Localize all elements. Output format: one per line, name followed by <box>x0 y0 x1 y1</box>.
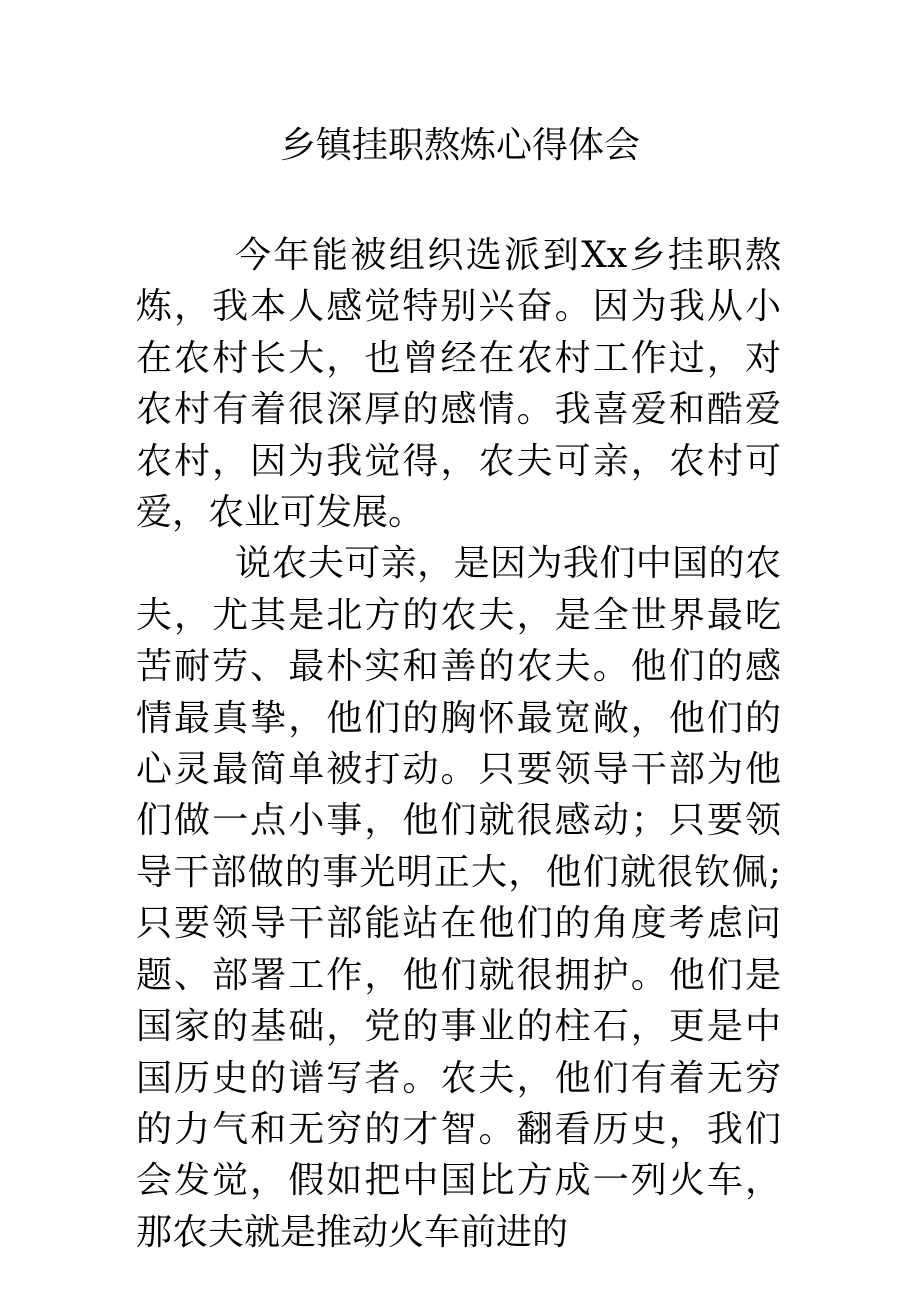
document-body <box>136 230 781 1258</box>
document-title: 乡镇挂职熬炼心得体会 <box>279 125 640 166</box>
paragraph-1: 今年能被组织选派到Xx乡挂职熬炼，我本人感觉特别兴奋。因为我从小在农村长大，也曾经在农村工作过，对农村有着很深厚的感情。我喜爱和酷爱农村，因为我觉得，农夫可亲，农村可爱，农业可发展。 <box>136 235 781 534</box>
paragraph-2: 说农夫可亲，是因为我们中国的农夫，尤其是北方的农夫，是全世界最吃苦耐劳、最朴实和善的农夫。他们的感情最真挚，他们的胸怀最宽敞，他们的心灵最简单被打动。只要领导干部为他们做一点小事，他们就很感动；只要领导干部做的事光明正大，他们就很钦佩;只要领导干部能站在他们的角度考虑问题、部署工作，他们就很拥护。他们是国家的基础，党的事业的柱石，更是中国历史的谱写者。农夫，他们有着无穷的力气和无穷的才智。翻看历史，我们会发觉，假如把中国比方成一列火车，那农夫就是推动火车前进的 <box>136 543 781 1253</box>
